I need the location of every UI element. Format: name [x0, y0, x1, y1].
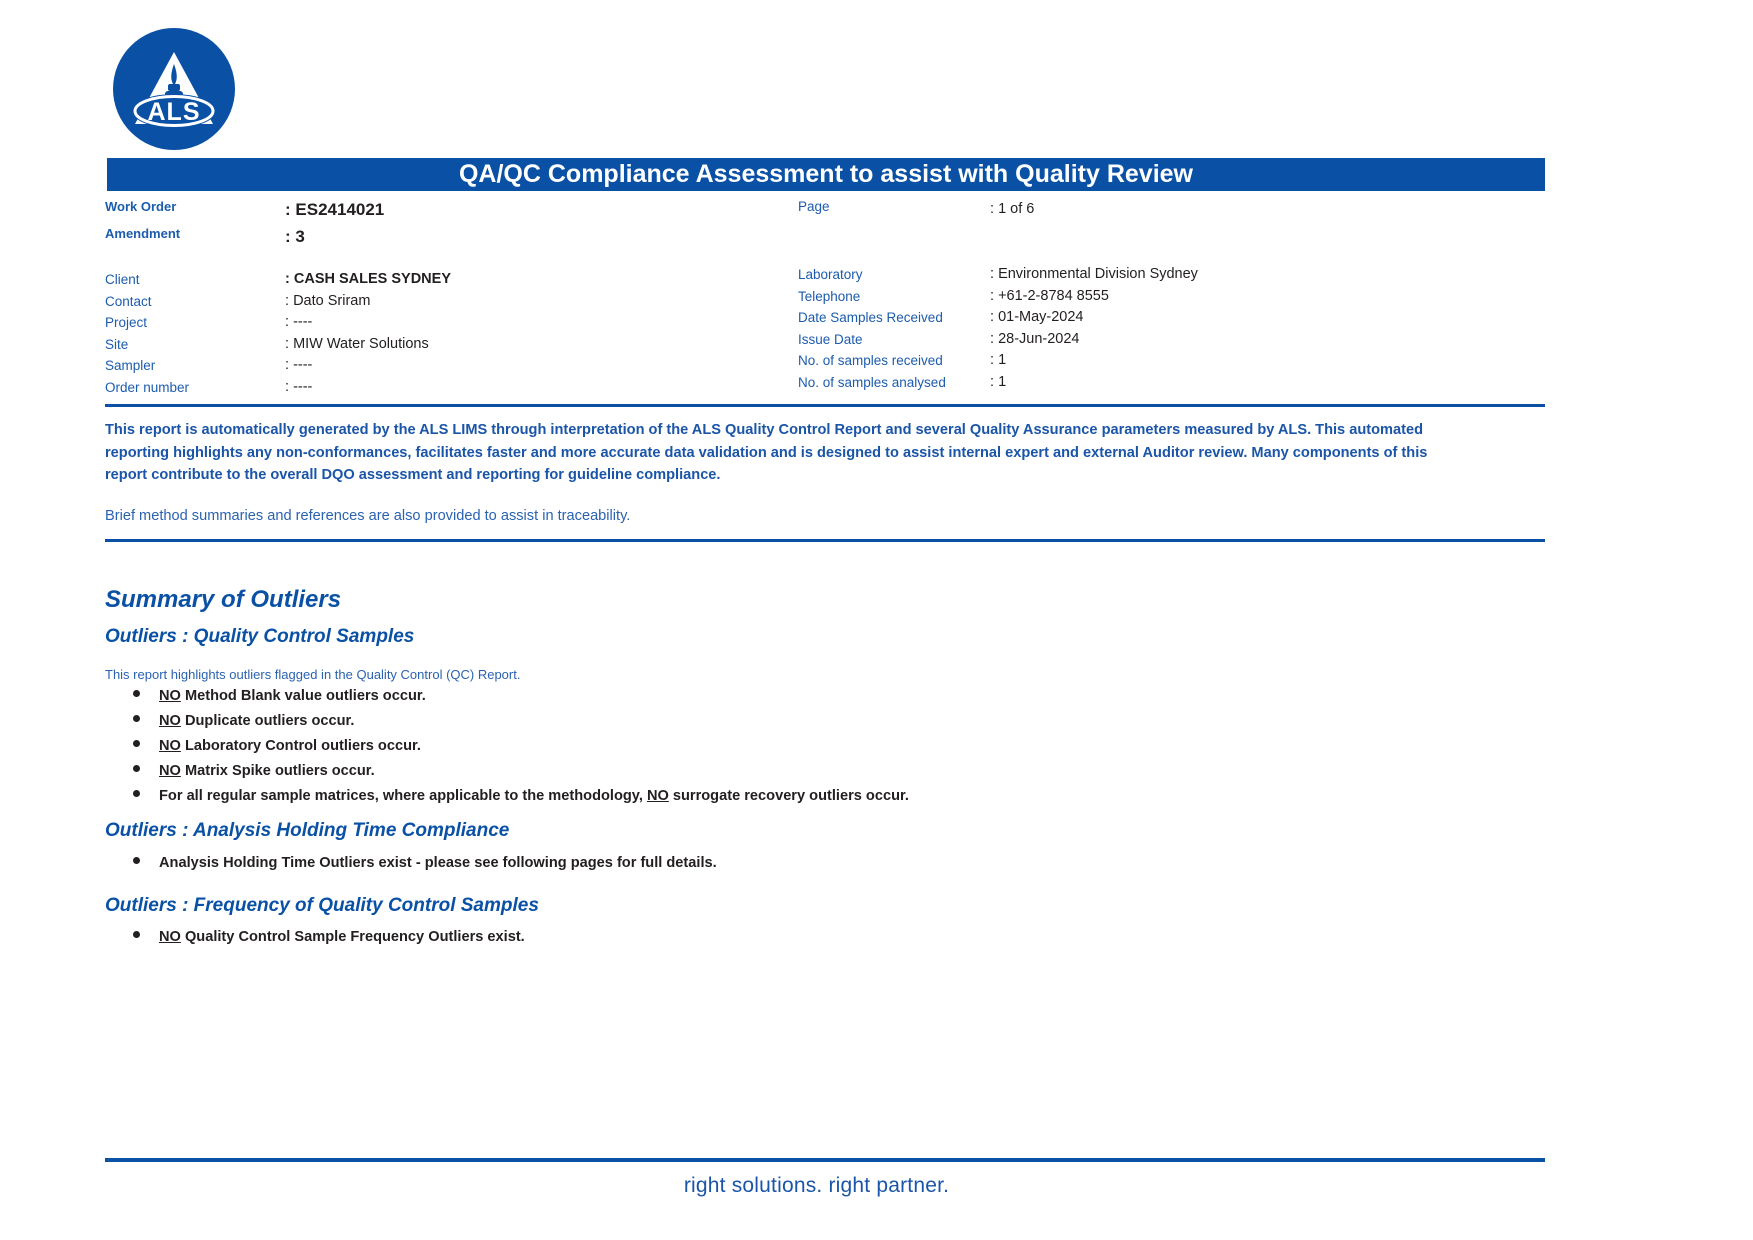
value-laboratory: [990, 264, 1198, 286]
bullet-text: [159, 763, 375, 779]
header-row-samples-analysed: [798, 372, 1498, 394]
section-heading-analysis-holding-time: Outliers : Analysis Holding Time Compliance: [105, 820, 510, 841]
list-item: [133, 788, 909, 804]
value-work-order-text: ES2414021: [295, 200, 385, 219]
colon: :: [990, 287, 995, 304]
bullet-body: Quality Control Sample Frequency Outliers exist.: [180, 929, 525, 945]
header-row-order-number: [105, 377, 795, 399]
label-contact: Contact: [105, 293, 152, 309]
colon: :: [285, 292, 290, 309]
list-item: [133, 738, 909, 754]
label-page: Page: [798, 199, 830, 214]
value-amendment: [285, 223, 305, 250]
value-telephone-text: +61-2-8784 8555: [998, 287, 1109, 304]
colon: :: [990, 309, 995, 325]
intro-paragraph-plain: Brief method summaries and references are also provided to assist in traceability.: [105, 508, 631, 524]
bullet-text: [159, 929, 525, 945]
value-project: [285, 312, 312, 334]
section-heading-frequency-of-qc-samples: Outliers : Frequency of Quality Control Samples: [105, 895, 539, 916]
list-item: [133, 713, 909, 729]
bullet-dot-icon: [133, 857, 140, 864]
header-row-site: [105, 334, 795, 356]
value-contact-text: Dato Sriram: [293, 292, 371, 309]
colon: :: [990, 266, 995, 282]
bullet-list-analysis-holding-time: [133, 855, 717, 880]
value-date-samples-received: [990, 307, 1084, 329]
bullet-lead: For all regular sample matrices, where applicable to the methodology,: [159, 788, 647, 804]
label-issue-date: Issue Date: [798, 331, 863, 347]
value-page: [990, 196, 1034, 223]
label-client: Client: [105, 272, 140, 287]
bullet-body: Matrix Spike outliers occur.: [180, 763, 375, 779]
bullet-prefix: NO: [159, 738, 181, 754]
logo-circle: [113, 28, 235, 150]
bullet-text: [159, 688, 426, 704]
bullet-text: [159, 738, 421, 754]
value-site: [285, 334, 429, 356]
value-order-number-text: ----: [293, 378, 313, 395]
header-row-issue-date: [798, 329, 1498, 351]
colon: :: [285, 357, 290, 373]
label-work-order: Work Order: [105, 199, 177, 214]
label-amendment: Amendment: [105, 226, 181, 241]
colon: :: [285, 378, 290, 395]
value-sampler: [285, 355, 312, 377]
list-item: [133, 929, 525, 945]
bullet-body: surrogate recovery outliers occur.: [668, 788, 909, 804]
bullet-prefix: NO: [646, 788, 669, 804]
value-amendment-text: 3: [295, 227, 305, 246]
bullet-dot-icon: [133, 790, 140, 797]
colon: :: [285, 314, 290, 330]
header-row-work-order: [105, 196, 795, 223]
footer-tagline: [0, 1174, 1753, 1198]
value-sampler-text: ----: [293, 357, 313, 373]
value-issue-date-text: 28-Jun-2024: [998, 330, 1080, 347]
intro-paragraph-bold: This report is automatically generated by the ALS LIMS through interpretation of the ALS Quality Control Report and several Quality Assurance parameters measured by ALS. This automated reporting highlights any non-conformances, facilitates faster and more accurate data validation and is designed to assist internal expert and external Auditor review. Many components of this report contribute to the overall DQO assessment and reporting for guideline compliance.: [105, 422, 1428, 483]
value-client-text: CASH SALES SYDNEY: [293, 271, 451, 287]
colon: :: [285, 271, 290, 287]
list-item: [133, 855, 717, 871]
label-laboratory: Laboratory: [798, 267, 863, 282]
bullet-body: Laboratory Control outliers occur.: [180, 738, 421, 754]
report-title-bar: QA/QC Compliance Assessment to assist with Quality Review: [107, 158, 1545, 191]
value-page-text: 1 of 6: [998, 201, 1035, 217]
bullet-dot-icon: [133, 690, 140, 697]
als-logo: [113, 28, 235, 150]
als-logo-icon: [113, 28, 235, 150]
bullet-body: Method Blank value outliers occur.: [180, 688, 426, 704]
bullet-text: [159, 788, 909, 804]
value-site-text: MIW Water Solutions: [293, 335, 429, 352]
label-sampler: Sampler: [105, 358, 156, 373]
value-samples-analysed: [990, 372, 1006, 394]
bullet-text: [159, 713, 354, 729]
header-row-client: [105, 269, 795, 291]
bullet-dot-icon: [133, 715, 140, 722]
footer-divider: [105, 1158, 1545, 1162]
colon: :: [285, 227, 291, 246]
bullet-prefix: NO: [159, 929, 181, 945]
header-row-sampler: [105, 355, 795, 377]
colon: :: [990, 201, 995, 217]
header-row-laboratory: [798, 264, 1498, 286]
section-note-quality-control-samples: This report highlights outliers flagged in the Quality Control (QC) Report.: [105, 667, 521, 682]
label-project: Project: [105, 315, 148, 330]
bullet-text: Analysis Holding Time Outliers exist - please see following pages for full details.: [159, 855, 717, 871]
label-date-samples-received: Date Samples Received: [798, 310, 943, 325]
colon: :: [990, 352, 995, 368]
footer-tagline-text: right solutions. right partner.: [683, 1174, 950, 1197]
svg-text:ALS: ALS: [147, 98, 201, 126]
bullet-body: Duplicate outliers occur.: [180, 713, 355, 729]
value-project-text: ----: [293, 314, 313, 330]
colon: :: [990, 330, 995, 347]
header-left-column: [105, 196, 795, 398]
value-laboratory-text: Environmental Division Sydney: [998, 266, 1198, 282]
header-row-samples-received: [798, 350, 1498, 372]
header-row-project: [105, 312, 795, 334]
value-date-samples-received-text: 01-May-2024: [998, 309, 1084, 325]
divider-above-intro: [105, 404, 1545, 407]
value-issue-date: [990, 329, 1079, 351]
label-site: Site: [105, 336, 129, 352]
bullet-list-frequency-of-qc-samples: [133, 929, 525, 954]
value-order-number: [285, 377, 312, 399]
label-telephone: Telephone: [798, 288, 861, 304]
header-right-column: [798, 196, 1498, 393]
value-contact: [285, 291, 370, 313]
bullet-list-quality-control-samples: [133, 688, 909, 813]
bullet-prefix: NO: [159, 688, 181, 704]
list-item: [133, 763, 909, 779]
bullet-dot-icon: [133, 765, 140, 772]
list-item: [133, 688, 909, 704]
value-samples-analysed-text: 1: [998, 373, 1007, 390]
value-samples-received-text: 1: [998, 352, 1007, 368]
divider-below-intro: [105, 539, 1545, 542]
bullet-prefix: NO: [159, 763, 181, 779]
colon: :: [285, 335, 290, 352]
label-order-number: Order number: [105, 379, 190, 395]
header-row-telephone: [798, 286, 1498, 308]
bullet-dot-icon: [133, 931, 140, 938]
bullet-dot-icon: [133, 740, 140, 747]
header-row-page: [798, 196, 1498, 223]
value-work-order: [285, 196, 384, 223]
section-heading-quality-control-samples: Outliers : Quality Control Samples: [105, 626, 415, 647]
summary-heading: Summary of Outliers: [105, 586, 342, 613]
value-samples-received: [990, 350, 1006, 372]
label-samples-received: No. of samples received: [798, 353, 943, 368]
value-client: [285, 269, 451, 291]
colon: :: [285, 200, 291, 219]
bullet-prefix: NO: [159, 713, 181, 729]
header-row-date-samples-received: [798, 307, 1498, 329]
colon: :: [990, 373, 995, 390]
header-row-contact: [105, 291, 795, 313]
label-samples-analysed: No. of samples analysed: [798, 374, 946, 390]
value-telephone: [990, 286, 1109, 308]
header-row-amendment: [105, 223, 795, 250]
